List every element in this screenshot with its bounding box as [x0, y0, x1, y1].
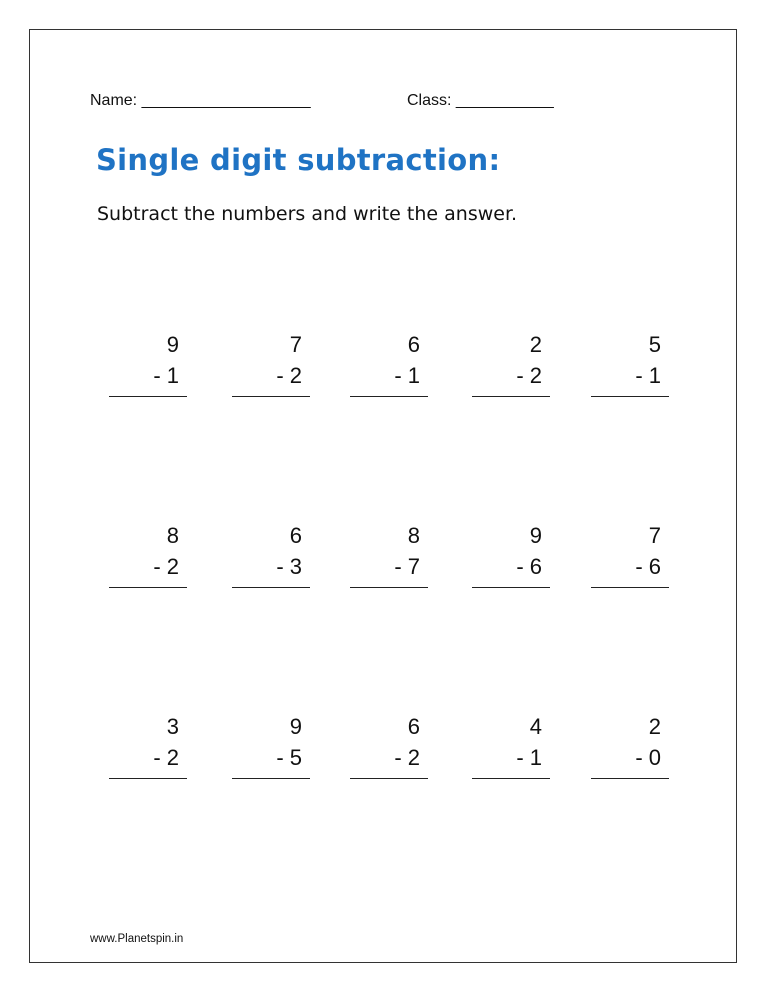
- answer-line[interactable]: [350, 396, 428, 397]
- minuend: 5: [648, 332, 661, 357]
- subtrahend: - 1: [394, 363, 420, 388]
- subtraction-problem: [472, 714, 550, 794]
- answer-line[interactable]: [232, 778, 310, 779]
- answer-line[interactable]: [109, 587, 187, 588]
- minuend: 9: [166, 332, 179, 357]
- subtraction-problem: [472, 332, 550, 412]
- subtrahend: - 1: [635, 363, 661, 388]
- subtrahend: - 7: [394, 554, 420, 579]
- minuend: 4: [529, 714, 542, 739]
- subtraction-problem: [350, 523, 428, 603]
- minuend: 6: [407, 714, 420, 739]
- subtraction-problem: [591, 332, 669, 412]
- minuend: 8: [407, 523, 420, 548]
- subtrahend: - 2: [153, 554, 179, 579]
- subtraction-problem: [591, 523, 669, 603]
- subtrahend: - 2: [516, 363, 542, 388]
- answer-line[interactable]: [350, 778, 428, 779]
- answer-line[interactable]: [591, 396, 669, 397]
- subtrahend: - 2: [394, 745, 420, 770]
- subtrahend: - 6: [635, 554, 661, 579]
- subtraction-problem: [232, 523, 310, 603]
- minuend: 7: [648, 523, 661, 548]
- minuend: 2: [648, 714, 661, 739]
- subtraction-problem: [232, 332, 310, 412]
- subtraction-problem: [472, 523, 550, 603]
- subtrahend: - 2: [276, 363, 302, 388]
- subtrahend: - 0: [635, 745, 661, 770]
- subtrahend: - 6: [516, 554, 542, 579]
- instruction-text: Subtract the numbers and write the answer.: [97, 203, 518, 225]
- subtrahend: - 3: [276, 554, 302, 579]
- subtrahend: - 2: [153, 745, 179, 770]
- answer-line[interactable]: [472, 587, 550, 588]
- answer-line[interactable]: [232, 587, 310, 588]
- subtraction-problem: [350, 332, 428, 412]
- minuend: 3: [166, 714, 179, 739]
- footer-url: www.Planetspin.in: [90, 933, 184, 945]
- subtraction-problem: [591, 714, 669, 794]
- answer-line[interactable]: [591, 778, 669, 779]
- subtraction-problem: [109, 523, 187, 603]
- minuend: 2: [529, 332, 542, 357]
- answer-line[interactable]: [109, 396, 187, 397]
- minuend: 7: [289, 332, 302, 357]
- answer-line[interactable]: [232, 396, 310, 397]
- answer-line[interactable]: [109, 778, 187, 779]
- minuend: 9: [529, 523, 542, 548]
- class-field[interactable]: Class: ___________: [407, 92, 554, 109]
- minuend: 6: [407, 332, 420, 357]
- subtrahend: - 1: [516, 745, 542, 770]
- subtraction-problem: [109, 714, 187, 794]
- answer-line[interactable]: [472, 778, 550, 779]
- subtrahend: - 5: [276, 745, 302, 770]
- subtraction-problem: [232, 714, 310, 794]
- subtrahend: - 1: [153, 363, 179, 388]
- answer-line[interactable]: [472, 396, 550, 397]
- subtraction-problem: [109, 332, 187, 412]
- answer-line[interactable]: [350, 587, 428, 588]
- minuend: 9: [289, 714, 302, 739]
- worksheet-title: Single digit subtraction:: [96, 143, 501, 177]
- name-field[interactable]: Name: ___________________: [90, 92, 311, 109]
- subtraction-problem: [350, 714, 428, 794]
- minuend: 6: [289, 523, 302, 548]
- answer-line[interactable]: [591, 587, 669, 588]
- minuend: 8: [166, 523, 179, 548]
